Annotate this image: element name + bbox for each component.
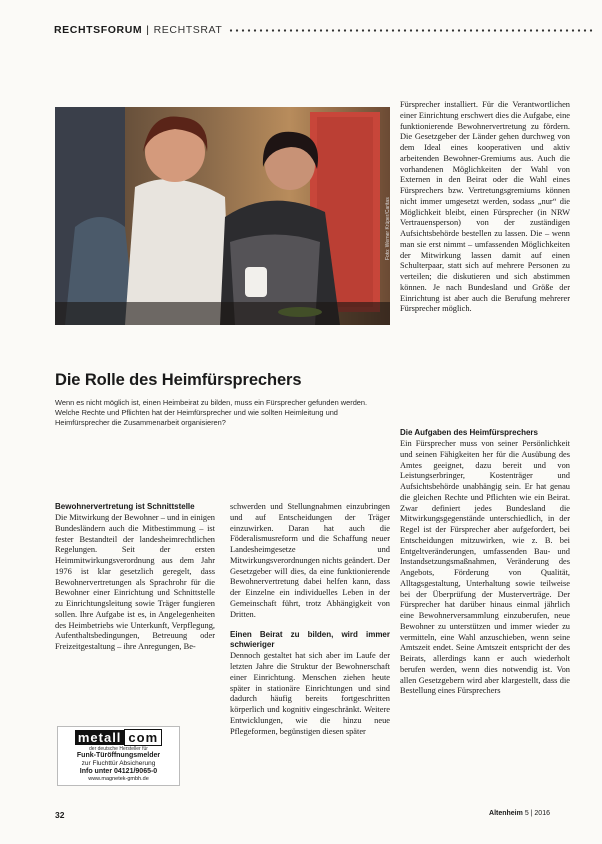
advertisement-box[interactable] bbox=[57, 726, 180, 786]
photo-credit: Foto: Werner Krüper/Caritas bbox=[385, 197, 391, 260]
article-column-right-bottom bbox=[400, 428, 570, 697]
section-label: RECHTSFORUM bbox=[54, 24, 143, 36]
logo-right-text: com bbox=[124, 729, 162, 746]
ad-tagline: der deutsche Hersteller für bbox=[89, 746, 148, 752]
page-number: 32 bbox=[55, 810, 65, 820]
header-dotted-rule bbox=[228, 29, 594, 32]
paragraph: Fürsprecher installiert. Für die Verantwortlichen einer Einrichtung erschwert dies die Aufgabe, eine funktionierende Bewohnervertretung zu fördern. Die Gesetzgeber der Länder gehen durchweg von dem Ideal eines kooperativen und aktiv arbeitenden Bewohner-Gremiums aus. Auch die vorhandenen Möglichkeiten der Wahl von Externen in den Beirat oder die Wahl eines Fürsprechers bzw. Vertretungsgremiums können nicht immer umgesetzt werden, sodass „nur“ die Möglichkeit bleibt, einen Fürsprecher (in NRW Vertrauensperson) von der zuständigen Aufsichtsbehörde bestellen zu lassen. Die – wenn man sie erst nimmt – umfassenden Möglichkeiten der Mitwirkung lassen damit auf einen Schulterpaar, statt sich auf mehrere Personen zu verteilen; die diskutieren und sich abstimmen können. Je nach Bundesland und Größe der Einrichtung ist aber auch die Berufung mehrerer Fürsprecher möglich. bbox=[400, 100, 570, 314]
article-lead: Wenn es nicht möglich ist, einen Heimbeirat zu bilden, muss ein Fürsprecher gefunden werden. Welche Rechte und Pflichten hat der Heimfürsprecher und wie sollten Heimleitung und Heimfürsprecher die Zusammenarbeit organisieren? bbox=[55, 398, 368, 427]
section-header bbox=[54, 23, 594, 37]
article-column-middle bbox=[230, 502, 390, 737]
article-title: Die Rolle des Heimfürsprechers bbox=[55, 371, 302, 389]
magazine-issue: 5 | 2016 bbox=[524, 810, 550, 817]
paragraph: schwerden und Stellungnahmen einzubringen und auf Entscheidungen der Träger einzuwirken. Daran hat auch die Föderalismusreform und die Schaffung neuer Landesheimgesetze und Mitwirkungsverordnungen nichts geändert. Der Gesetzgeber will dies, da eine funktionierende Bewohnervertretung dabei helfen kann, dass der Einzelne ein individuelles Leben in der Gemeinschaft führt, trotz Abhängigkeit von Dritten. bbox=[230, 502, 390, 619]
article-photo bbox=[55, 107, 390, 325]
ad-usage: zur Fluchttür Absicherung bbox=[81, 760, 156, 767]
subheading: Die Aufgaben des Heimfürsprechers bbox=[400, 428, 538, 437]
magazine-footer bbox=[489, 810, 550, 817]
magazine-name: Altenheim bbox=[489, 810, 523, 817]
header-separator: | bbox=[146, 24, 150, 36]
paragraph: Die Mitwirkung der Bewohner – und in einigen Bundesländern auch die Mitbestimmung – ist fester Bestandteil der landesheimrechtlichen Regelungen. Seit der ersten Heimmitwirkungsverordnung aus dem Jahr 1976 ist klar gesetzlich geregelt, dass Bewohnervertretungen als Sprachrohr für die Bewohner einer Einrichtung und Schnittstelle zu Einrichtungsleitung sowie Träger fungieren sollen. Ihre Aufgabe ist es, in Angelegenheiten des Heimbetriebs wie Unterkunft, Verpflegung, Aufenthaltsbedingungen, Betreuung oder Freizeitgestaltung – ihre Anregungen, Be- bbox=[55, 513, 215, 651]
article-column-right-top bbox=[400, 100, 570, 315]
advertiser-logo bbox=[58, 729, 179, 746]
paragraph: Dennoch gestaltet hat sich aber im Laufe der letzten Jahre die Struktur der Bewohnerschaft einer Einrichtung. Menschen ziehen heute später in stationäre Einrichtungen und sind dadurch häufig bereits fortgeschritten körperlich und kognitiv eingeschränkt. Weitere Entwicklungen, wie die hinzu neue Pflegeformen, begünstigen diesen später bbox=[230, 651, 390, 736]
subheading: Einen Beirat zu bilden, wird immer schwieriger bbox=[230, 630, 390, 650]
ad-contact: Info unter 04121/9065-0 bbox=[79, 767, 158, 775]
paragraph: Ein Fürsprecher muss von seiner Persönlichkeit und seinen Fähigkeiten her für die Ausübung des Amtes geeignet, dazu bereit und von Leistungserbringer, Kostenträger und Aufsichtsbehörde unabhängig sein. Er hat genau die gleichen Rechte und Pflichten wie ein Beirat. Zwar definiert jedes Bundesland die Mitwirkungsgegenstände unterschiedlich, in der Regel ist der Fürsprecher aber aufgefordert, bei Entscheidungen mitzuwirken, wie z. B. bei Entgeltveränderungen, umfassenden Bau- und Instandsetzungsmaßnahmen, Veränderung des Angebots, Förderung von Qualität, Alltagsgestaltung, Unterhaltung sowie teilweise bei der Überprüfung der Musterverträge. Der Fürsprecher hat darüber hinaus einmal jährlich eine Bewohnerversammlung einzuberufen, neue Bewohner zu unterstützen und immer wieder zu vermitteln, eine Wahl anzuschieben, wenn seine Amtszeit endet. Seine Amtszeit entspricht der des Beirats, allerdings kann er auch wiederholt berufen werden, wenn dies notwendig ist. Von allen Gesetzgebern wird aber klargestellt, dass die Bestellung eines Fürsprechers bbox=[400, 439, 570, 696]
subsection-label: RECHTSRAT bbox=[153, 24, 223, 36]
subheading: Bewohnervertretung ist Schnittstelle bbox=[55, 502, 195, 511]
logo-left-text: metall bbox=[75, 730, 125, 745]
photo-two-women-icon bbox=[55, 107, 390, 325]
article-column-left bbox=[55, 502, 215, 653]
ad-product: Funk-Türöffnungsmelder bbox=[76, 752, 161, 759]
ad-website-link[interactable]: www.magnetek-gmbh.de bbox=[88, 775, 149, 782]
